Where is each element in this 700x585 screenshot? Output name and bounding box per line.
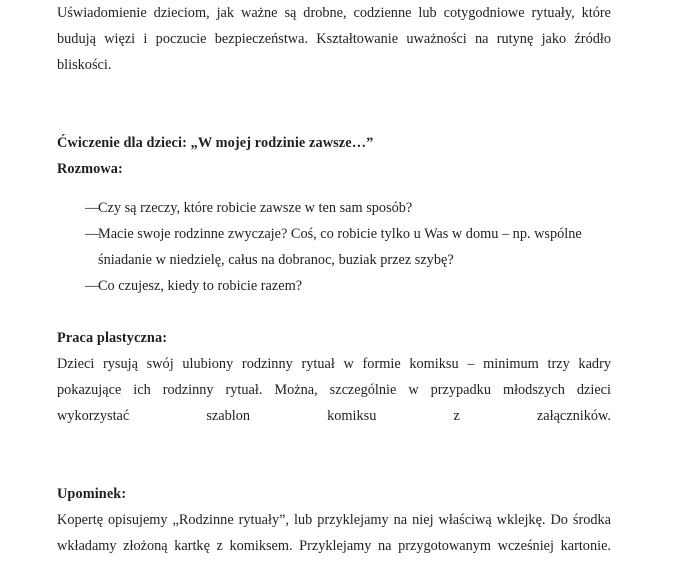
list-item-text: Macie swoje rodzinne zwyczaje? Coś, co robicie tylko u Was w domu – np. wspólne śniadanie w niedzielę, całus na dobranoc, buziak przez szybę?	[98, 226, 582, 268]
list-item-text: Co czujesz, kiedy to robicie razem?	[98, 278, 303, 294]
list-spacer	[57, 182, 611, 195]
section-spacer	[57, 299, 611, 325]
em-dash-marker-icon: —	[85, 278, 100, 294]
list-item	[57, 221, 611, 273]
exercise-subheading: Rozmowa:	[57, 161, 123, 177]
exercise-heading: Ćwiczenie dla dzieci: „W mojej rodzinie zawsze…”	[57, 135, 374, 151]
em-dash-marker-icon: —	[85, 200, 100, 216]
section-spacer	[57, 104, 611, 130]
list-item	[57, 273, 611, 299]
art-task-paragraph: Dzieci rysują swój ulubiony rodzinny rytuał w formie komiksu – minimum trzy kadry pokazujące ich rodzinny rytuał. Można, szczególnie w przypadku młodszych dzieci wykorzystać szablon komiksu z załączników.	[57, 356, 611, 424]
section-spacer	[57, 455, 611, 481]
gift-paragraph: Kopertę opisujemy „Rodzinne rytuały”, lub przyklejamy na niej właściwą wklejkę. Do środka wkładamy złożoną kartkę z komiksem. Przyklejamy na przygotowanym wcześniej kartonie.	[57, 512, 611, 554]
text-column	[57, 0, 611, 585]
em-dash-marker-icon: —	[85, 226, 100, 242]
gift-heading: Upominek:	[57, 486, 127, 502]
intro-paragraph: Uświadomienie dzieciom, jak ważne są drobne, codzienne lub cotygodniowe rytuały, które budują więzi i poczucie bezpieczeństwa. Kształtowanie uważności na rutynę jako źródło bliskości.	[57, 5, 611, 73]
art-task-heading: Praca plastyczna:	[57, 330, 168, 346]
conversation-question-list	[57, 195, 611, 299]
list-item	[57, 195, 611, 221]
list-item-text: Czy są rzeczy, które robicie zawsze w ten sam sposób?	[98, 200, 413, 216]
